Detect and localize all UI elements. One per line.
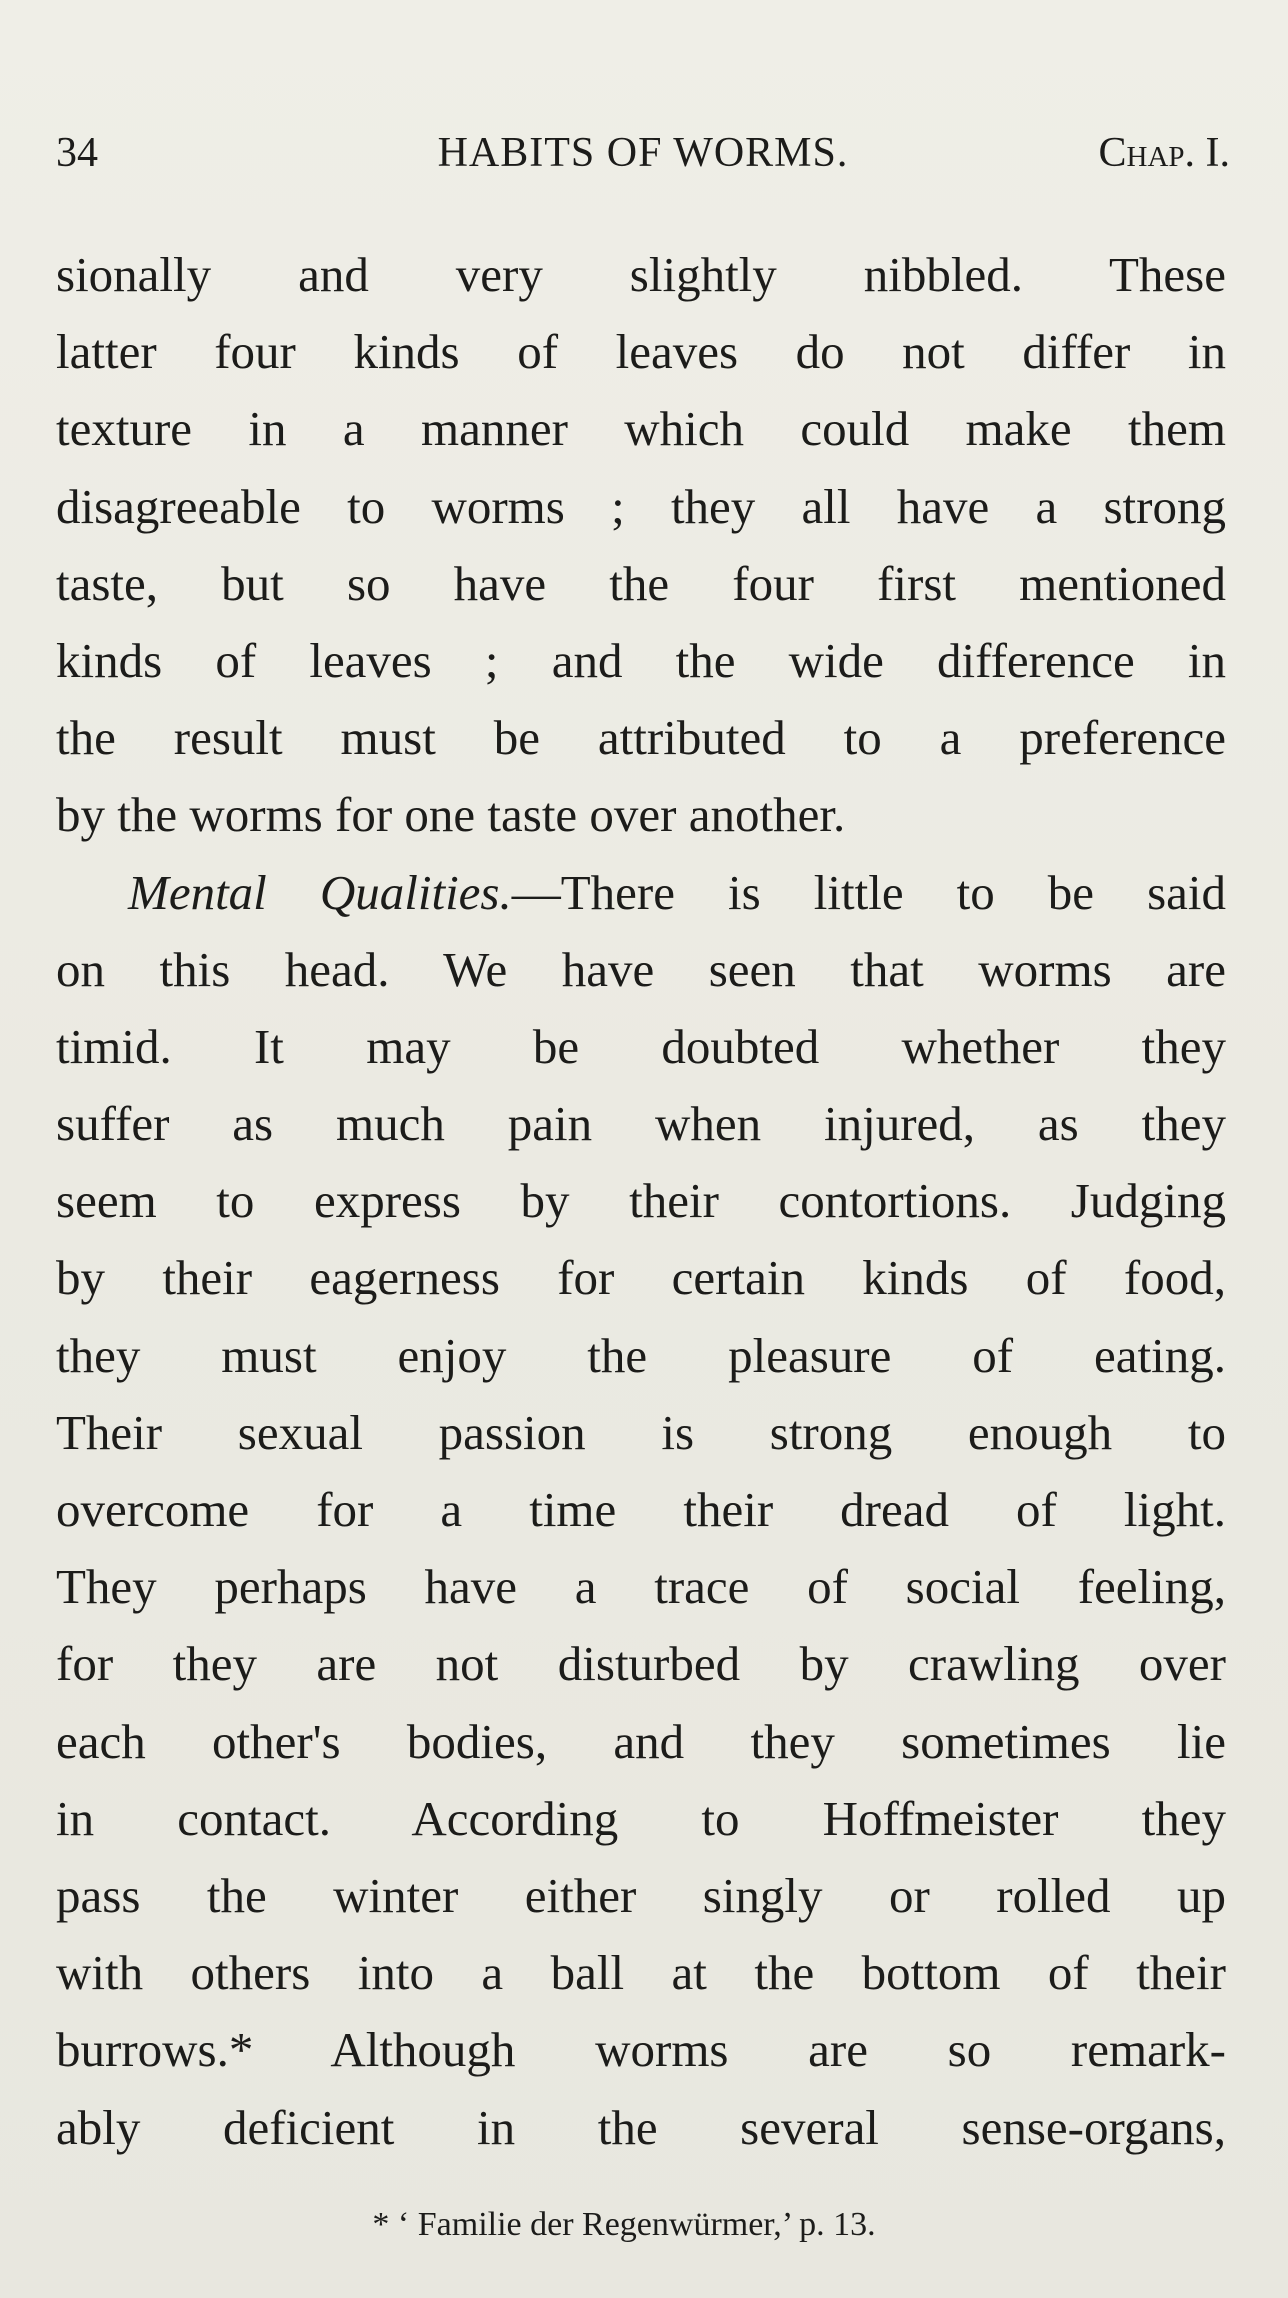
text-line: They perhaps have a trace of social feeling, [56,1559,1226,1615]
footnote: * ‘ Familie der Regenwürmer,’ p. 13. [372,2206,876,2243]
text-line: taste, but so have the four first mentioned [56,555,1226,611]
text-line: ably deficient in the several sense-organs, [56,2099,1226,2155]
text-line: texture in a manner which could make them [56,401,1226,457]
running-head [56,118,1230,188]
text-line: kinds of leaves ; and the wide difference in [56,632,1226,688]
text-line: overcome for a time their dread of light. [56,1482,1226,1537]
body-text [56,236,1226,2166]
text-line: disagreeable to worms ; they all have a strong [56,478,1226,534]
chapter-label: Chap. I. [1098,130,1230,176]
text-line: seem to express by their contortions. Judging [56,1173,1226,1229]
text-line: timid. It may be doubted whether they [56,1018,1226,1074]
text-line: Their sexual passion is strong enough to [56,1404,1226,1460]
text-line: for they are not disturbed by crawling over [56,1636,1226,1692]
section-first-line [56,854,1226,931]
text-line: on this head. We have seen that worms are [56,941,1226,997]
text-line: sionally and very slightly nibbled. These [56,247,1226,302]
text-line: latter four kinds of leaves do not differ in [56,324,1226,380]
text-line: they must enjoy the pleasure of eating. [56,1327,1226,1383]
text-line: in contact. According to Hoffmeister they [56,1790,1226,1846]
text-line: burrows.* Although worms are so remark- [56,2022,1226,2078]
text-line: each other's bodies, and they sometimes lie [56,1713,1226,1769]
text-line: pass the winter either singly or rolled up [56,1867,1226,1923]
text-line: by their eagerness for certain kinds of food, [56,1250,1226,1306]
text-line: by the worms for one taste over another. [56,787,846,843]
section-first-line-rest: —There is little to be said [511,864,1226,920]
page-number: 34 [56,130,98,176]
running-title: HABITS OF WORMS. [437,130,849,176]
section-heading: Mental Qualities. [128,864,512,920]
text-line: with others into a ball at the bottom of their [56,1945,1226,2001]
text-line: suffer as much pain when injured, as they [56,1096,1226,1152]
text-line: the result must be attributed to a preference [56,710,1226,766]
